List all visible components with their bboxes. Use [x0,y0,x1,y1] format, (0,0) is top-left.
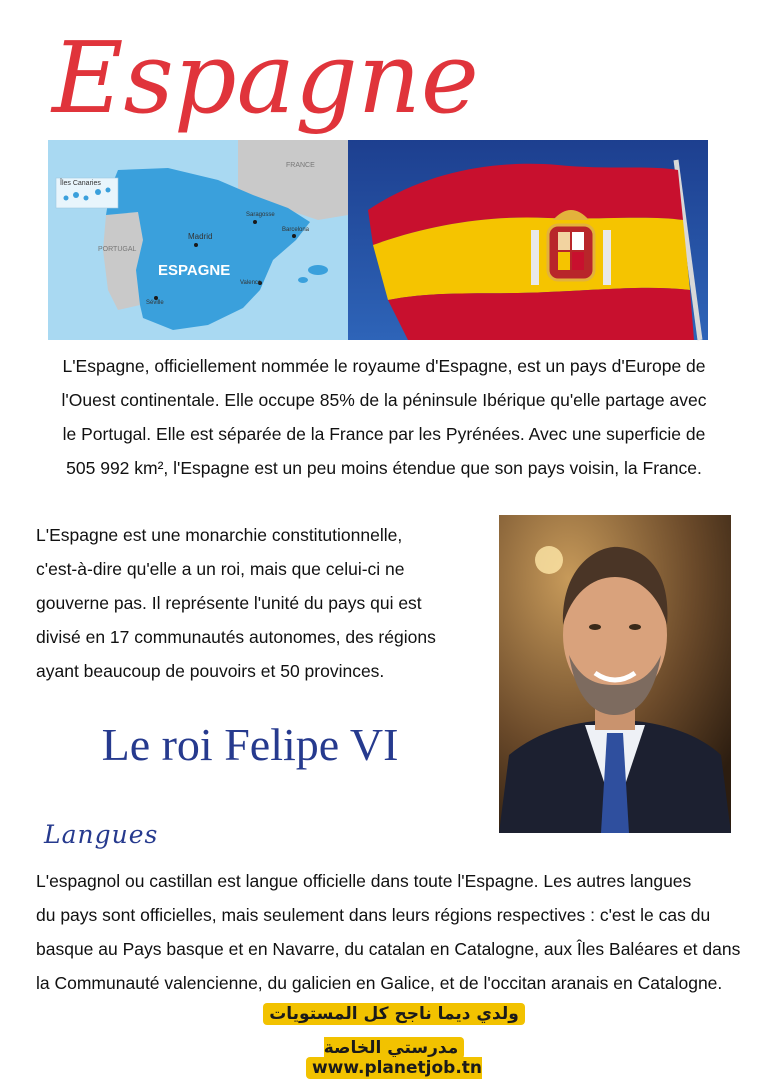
map-label-canaries: Îles Canaries [60,180,101,187]
monarchy-line: ayant beaucoup de pouvoirs et 50 provinces. [36,661,385,681]
langues-heading: Langues [44,820,159,849]
page-title [48,12,479,142]
map-label-valence: Valence [240,280,262,286]
monarchy-line: L'Espagne est une monarchie constitutionnelle, [36,525,403,545]
monarchy-paragraph [36,518,486,688]
map-label-france: FRANCE [286,162,315,169]
watermark-line-1 [260,1004,528,1024]
langues-line: la Communauté valencienne, du galicien en Galice, et de l'occitan aranais en Catalogne. [36,973,723,993]
map-country-label: ESPAGNE [158,262,231,279]
map-label-madrid: Madrid [188,232,213,241]
watermark-text-1: ولدي ديما ناجح كل المستويات [263,1003,525,1025]
langues-line: L'espagnol ou castillan est langue officielle dans toute l'Espagne. Les autres langues [36,871,692,891]
intro-line: 505 992 km², l'Espagne est un peu moins étendue que son pays voisin, la France. [66,458,702,478]
map-label-seville: Séville [146,300,164,306]
watermark-line-2 [260,1038,528,1078]
langues-line: du pays sont officielles, mais seulement dans leurs régions respectives : c'est le cas du [36,905,711,925]
map-label-portugal: PORTUGAL [98,246,137,253]
monarchy-line: c'est-à-dire qu'elle a un roi, mais que celui-ci ne [36,559,405,579]
spain-map [48,140,348,340]
map-label-saragosse: Saragosse [246,212,275,218]
monarchy-line: divisé en 17 communautés autonomes, des régions [36,627,436,647]
monarchy-line: gouverne pas. Il représente l'unité du pays qui est [36,593,422,613]
intro-line: le Portugal. Elle est séparée de la France par les Pyrénées. Avec une superficie de [62,424,706,444]
intro-paragraph [20,349,748,485]
king-caption: Le roi Felipe VI [101,719,399,770]
page-title-text: Espagne [52,22,479,136]
langues-line: basque au Pays basque et en Navarre, du catalan en Catalogne, aux Îles Baléares et dans [36,939,741,959]
intro-line: l'Ouest continentale. Elle occupe 85% de la péninsule Ibérique qu'elle partage avec [61,390,707,410]
watermark-text-2: مدرستي الخاصة www.planetjob.tn [306,1037,482,1079]
map-label-barcelona: Barcelona [282,227,310,233]
king-portrait [499,515,731,833]
intro-line: L'Espagne, officiellement nommée le royaume d'Espagne, est un pays d'Europe de [62,356,706,376]
spanish-flag-photo [348,140,708,340]
langues-paragraph [36,864,746,1000]
spanish-flag-graphic [348,140,708,340]
king-portrait-graphic [499,515,731,833]
